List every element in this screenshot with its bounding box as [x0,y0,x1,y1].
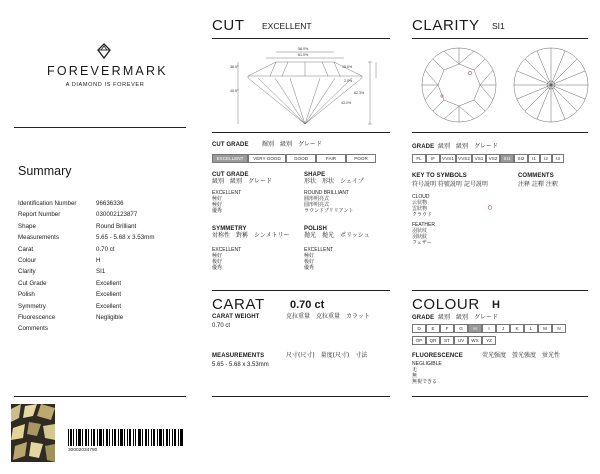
carat-value: 0.70 ct [290,299,325,311]
dim-girdle: 2.0% [344,79,353,83]
polish-jp-value: 優秀 [304,264,315,271]
colour-scale-cell: WX [468,336,482,345]
summary-row [18,198,186,209]
shape-jp: 形状 形状 シェイプ [304,178,364,185]
comments-jp: 注释 註釋 注釈 [518,181,558,188]
clarity-scale-cell: VVS2 [456,154,472,163]
clarity-scale-cell: SI1 [500,154,514,163]
symmetry-jp-value: 優秀 [212,264,223,271]
colour-scale-cell: N [552,324,566,333]
symmetry-title: SYMMETRY [212,226,247,232]
cut-title: CUT [212,17,245,34]
measurements-jp: 尺寸(尺寸) 量度(尺寸) 寸法 [286,352,368,359]
summary-label: Symmetry [18,302,46,310]
summary-label: Cut Grade [18,279,47,287]
summary-row [18,278,186,289]
summary-label: Shape [18,222,36,230]
summary-value: 0.70 ct [96,245,115,253]
colour-grade-jp: 級別 級別 グレード [438,314,499,321]
colour-scale-cell: M [538,324,552,333]
colour-scale-cell: YZ [482,336,496,345]
summary-value: Excellent [96,291,122,299]
cut-scale-cell: FAIR [316,154,346,163]
sub-cut-grade-jp: 級別 級別 グレード [212,178,273,185]
clarity-scale-cell: VS1 [472,154,486,163]
summary-value: Excellent [96,279,122,287]
clarity-grade-header: SI1 [492,21,505,31]
key-item: 羽状纹 [412,228,428,234]
colour-title: COLOUR [412,296,480,313]
colour-scale-cell: QR [426,336,440,345]
clarity-scale-cell: I3 [552,154,564,163]
fluorescence-jp-value: 無 [412,373,418,379]
colour-scale-cell: OP [412,336,426,345]
summary-label: Report Number [18,211,61,219]
shape-value: ROUND BRILLIANT [304,189,350,196]
colour-grade-label: GRADE [412,315,435,321]
cut-rule-2 [212,132,390,133]
summary-row [18,209,186,220]
key-item: 雲狀物 [412,206,428,212]
shape-jp-value: 圆形明亮式 [304,201,330,208]
symmetry-jp-value: 极好 [212,258,223,265]
summary-value: 030002123877 [96,211,138,219]
colour-scale-cell: G [454,324,468,333]
summary-value: Excellent [96,302,122,310]
summary-label: Polish [18,291,35,299]
colour-scale-cell: I [482,324,496,333]
fluorescence-jp: 荧光强度 螢光強度 蛍光性 [482,352,561,359]
fluorescence-jp-value: 無視できる [412,379,438,385]
clarity-scale-cell: I2 [540,154,552,163]
key-item: FEATHER [412,222,435,228]
carat-rule-top [212,290,390,291]
colour-scale-cell: D [412,324,426,333]
brand-tagline: A DIAMOND IS FOREVER [65,82,145,88]
summary-row [18,244,186,255]
diamond-photo [11,404,55,462]
summary-value: Round Brilliant [96,222,137,230]
summary-label: Colour [18,257,37,265]
polish-title: POLISH [304,226,327,232]
polish-value: EXCELLENT [304,246,334,253]
carat-weight-value: 0.70 ct [212,323,231,329]
measurements-label: MEASUREMENTS [212,353,265,359]
brand-logo-icon [97,43,111,59]
shape-jp-value: ラウンドブリリアント [304,207,354,214]
inclusion-mark [468,71,471,74]
cut-grade-jp: 輝別 級別 グレード [262,141,323,148]
sub-cut-grade-value: EXCELLENT [212,189,242,196]
dim-crown-angle: 36.5° [230,65,239,69]
clarity-crown-diagram [420,46,498,124]
summary-row [18,266,186,277]
comments-label: COMMENTS [518,173,554,179]
key-item: フェザー [412,240,432,246]
colour-scale-cell: H [468,324,482,333]
polish-jp-value: 極好 [304,252,315,259]
colour-scale-cell: J [496,324,510,333]
summary-value: SI1 [96,268,106,276]
summary-value: H [96,257,101,265]
colour-grade-header: H [492,299,500,311]
summary-label: Comments [18,325,48,333]
colour-scale-row1 [412,324,566,333]
clarity-scale-cell: VVS1 [440,154,456,163]
summary-label: Measurements [18,234,59,242]
polish-jp-value: 极好 [304,258,315,265]
colour-scale-row2 [412,336,496,345]
summary-row [18,289,186,300]
dim-total-depth: 43.0% [341,101,352,105]
colour-scale-cell: F [440,324,454,333]
symmetry-jp: 対称性 對稱 シンメトリー [212,232,290,239]
carat-title: CARAT [212,296,265,313]
left-rule-top [14,127,186,128]
measurements-value: 5.65 - 5.68 x 3.53mm [212,362,269,368]
barcode-number: 30002034780 [68,448,98,453]
fluorescence-jp-value: 无 [412,367,418,373]
colour-scale-cell: E [426,324,440,333]
cut-grade-label: CUT GRADE [212,142,249,148]
summary-title: Summary [18,164,72,178]
key-item: 云状物 [412,200,428,206]
brand-name: FOREVERMARK [47,64,168,78]
clarity-scale-cell: VS2 [486,154,500,163]
clarity-scale-cell: IF [426,154,440,163]
colour-scale-cell: K [510,324,524,333]
polish-block [304,226,394,271]
barcode [68,429,184,446]
cut-profile-diagram [230,44,380,126]
dim-crown-height: 15.0% [342,65,353,69]
cut-subgrade-block [212,172,298,214]
summary-value: Negligible [96,314,124,322]
key-to-symbols-jp: 符号説明 符號説明 記号説明 [412,181,488,188]
colour-scale-cell: L [524,324,538,333]
dim-pavilion-angle: 40.9° [230,89,239,93]
key-item: クラウド [412,212,433,218]
left-rule-bottom [14,396,186,397]
cut-scale-cell: VERY GOOD [248,154,286,163]
summary-row [18,232,186,243]
summary-table [18,198,186,335]
sub-cut-grade-jp-value: 極好 [212,201,223,208]
dim-pavilion-depth: 62.3% [354,91,365,95]
symmetry-block [212,226,302,271]
cut-scale-cell: POOR [346,154,376,163]
summary-row [18,255,186,266]
colour-scale-cell: ST [440,336,454,345]
clarity-rule [412,38,588,39]
summary-label: Clarity [18,268,36,276]
colour-scale-cell: UV [454,336,468,345]
clarity-title: CLARITY [412,17,480,34]
shape-block [304,172,394,214]
cut-rule [212,38,390,39]
summary-row [18,312,186,323]
cut-scale-cell: GOOD [286,154,316,163]
sub-cut-grade-title: CUT GRADE [212,172,249,178]
carat-rule-bottom [212,396,390,397]
sub-cut-grade-jp-value: 優秀 [212,207,223,214]
shape-title: SHAPE [304,172,326,178]
clarity-rule-2 [412,132,588,133]
key-to-symbols-label: KEY TO SYMBOLS [412,173,467,179]
summary-label: Fluorescence [18,314,56,322]
summary-label: Carat [18,245,34,253]
clarity-grade-label: GRADE [412,144,435,150]
summary-row [18,221,186,232]
colour-rule-top [412,290,588,291]
cut-scale-cell: EXCELLENT [212,154,248,163]
carat-weight-jp: 克拉重量 克拉重量 カラット [286,313,370,320]
summary-row [18,301,186,312]
summary-label: Identification Number [18,200,77,207]
summary-row [18,323,186,334]
clarity-scale-cell: SI2 [514,154,528,163]
clarity-pavilion-diagram [512,46,590,124]
cut-grade-header: EXCELLENT [262,21,312,31]
dim-table: 58.0% [298,47,309,51]
summary-value: 96636336 [96,200,124,207]
colour-rule-bottom [412,396,588,397]
clarity-grade-scale [412,154,564,163]
shape-jp-value: 圓形明亮式 [304,195,330,202]
sub-cut-grade-jp-value: 極好 [212,195,223,202]
key-item: CLOUD [412,194,430,200]
summary-value: 5.65 - 5.68 x 3.53mm [96,234,155,242]
clarity-scale-cell: FL [412,154,426,163]
polish-jp: 抛光 拋光 ポリッシュ [304,232,370,239]
dim-crown: 61.0% [298,53,309,57]
fluorescence-values [412,361,492,385]
clarity-scale-cell: I1 [528,154,540,163]
key-item: 羽狀紋 [412,234,428,240]
clarity-grade-jp: 級別 級別 グレード [438,143,499,150]
fluorescence-value: NEGLIGIBLE [412,361,442,367]
cut-grade-scale [212,154,376,163]
symmetry-value: EXCELLENT [212,246,242,253]
key-symbols-list [412,194,492,246]
carat-weight-label: CARAT WEIGHT [212,314,260,320]
symmetry-jp-value: 極好 [212,252,223,259]
fluorescence-label: FLUORESCENCE [412,353,463,359]
